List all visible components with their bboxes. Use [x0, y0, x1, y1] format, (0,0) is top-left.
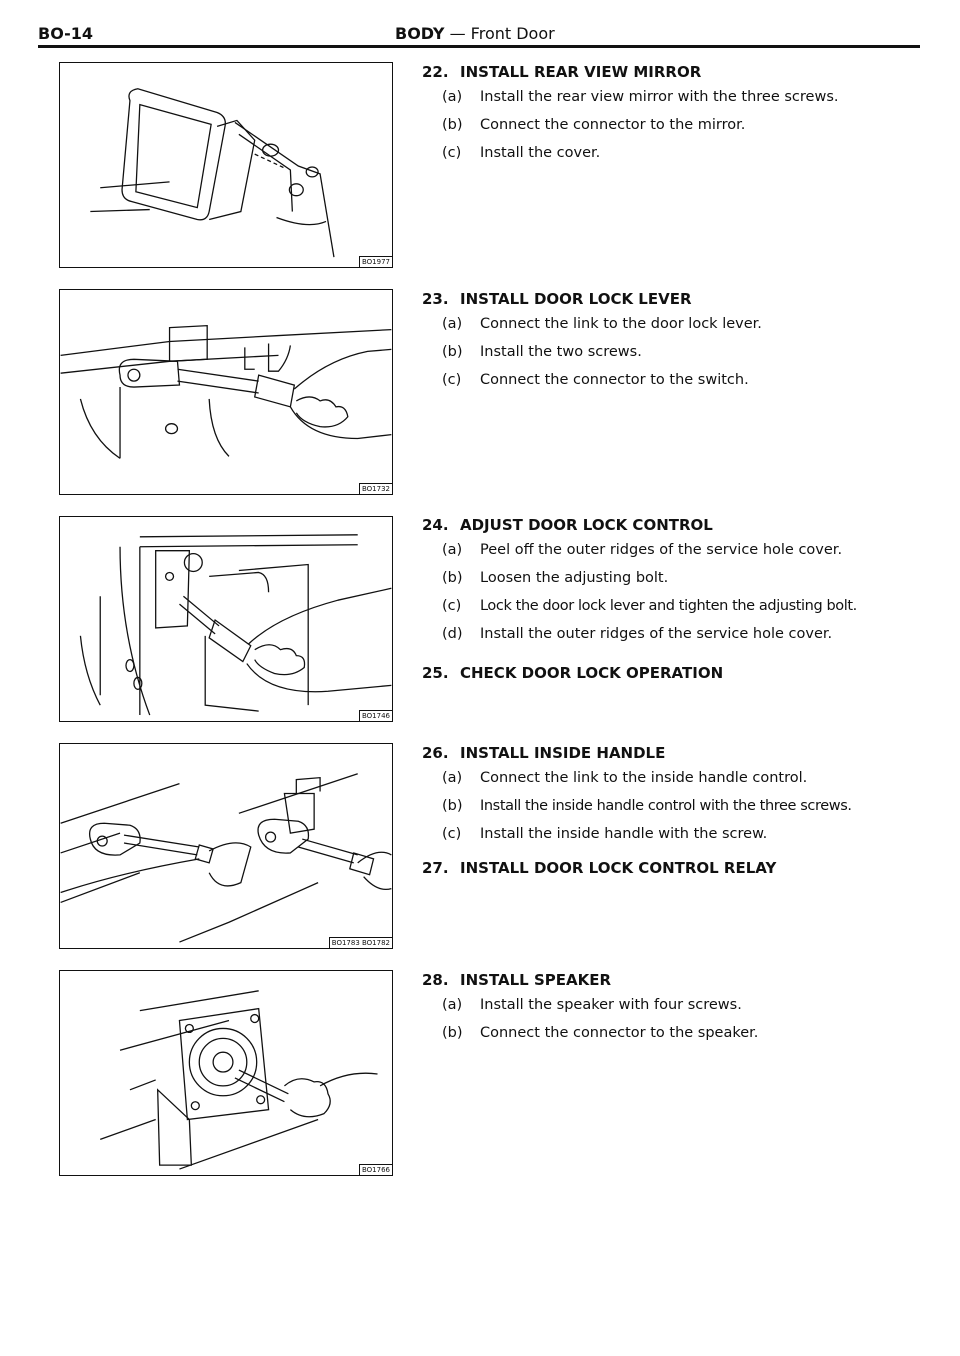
figure-inside-handle — [59, 743, 393, 949]
section-subtitle: — Front Door — [444, 24, 555, 43]
figure-door-lock-control — [59, 516, 393, 722]
step-25 — [422, 662, 922, 684]
speaker-illustration — [60, 971, 392, 1175]
step-number: 23. — [422, 290, 449, 308]
figure-code: BO1746 — [359, 710, 392, 721]
step-title: INSTALL INSIDE HANDLE — [460, 744, 666, 762]
sub-step: (b) Install the two screws. — [442, 344, 642, 360]
header-rule — [38, 45, 920, 48]
step-title: INSTALL REAR VIEW MIRROR — [460, 63, 702, 81]
page-header — [38, 24, 920, 46]
sub-step: (a) Connect the link to the inside handle control. — [442, 770, 808, 786]
sub-step: (d) Install the outer ridges of the service hole cover. — [442, 626, 833, 642]
page-code: BO-14 — [38, 24, 93, 43]
figure-speaker — [59, 970, 393, 1176]
figure-rear-view-mirror — [59, 62, 393, 268]
sub-step: (a) Install the speaker with four screws. — [442, 997, 742, 1013]
door-lock-control-illustration — [60, 517, 392, 721]
figure-code: BO1783 BO1782 — [329, 937, 392, 948]
step-27 — [422, 857, 922, 879]
sub-step: (a) Peel off the outer ridges of the service hole cover. — [442, 542, 843, 558]
step-number: 22. — [422, 63, 449, 81]
step-24 — [422, 514, 922, 648]
sub-step: (c) Lock the door lock lever and tighten the adjusting bolt. — [442, 598, 857, 614]
step-22 — [422, 61, 922, 167]
step-number: 28. — [422, 971, 449, 989]
figure-code: BO1732 — [359, 483, 392, 494]
step-title: INSTALL DOOR LOCK CONTROL RELAY — [460, 859, 777, 877]
figure-code: BO1977 — [359, 256, 392, 267]
step-26 — [422, 742, 922, 848]
figure-door-lock-lever — [59, 289, 393, 495]
door-lock-lever-illustration — [60, 290, 392, 494]
step-number: 27. — [422, 859, 449, 877]
sub-step: (b) Loosen the adjusting bolt. — [442, 570, 669, 586]
inside-handle-illustration — [60, 744, 392, 948]
step-title: ADJUST DOOR LOCK CONTROL — [460, 516, 713, 534]
step-23 — [422, 288, 922, 394]
sub-step: (b) Install the inside handle control with the three screws. — [442, 798, 852, 814]
step-title: INSTALL SPEAKER — [460, 971, 612, 989]
step-number: 26. — [422, 744, 449, 762]
sub-step: (c) Connect the connector to the switch. — [442, 372, 749, 388]
sub-step: (a) Connect the link to the door lock lever. — [442, 316, 762, 332]
step-28 — [422, 969, 922, 1047]
sub-step: (b) Connect the connector to the mirror. — [442, 117, 746, 133]
sub-step: (a) Install the rear view mirror with the three screws. — [442, 89, 839, 105]
step-title: CHECK DOOR LOCK OPERATION — [460, 664, 724, 682]
sub-step: (b) Connect the connector to the speaker. — [442, 1025, 759, 1041]
sub-step: (c) Install the inside handle with the screw. — [442, 826, 768, 842]
section-name: BODY — [395, 24, 445, 43]
step-number: 25. — [422, 664, 449, 682]
page-title — [395, 24, 555, 43]
figure-code: BO1766 — [359, 1164, 392, 1175]
rear-view-mirror-illustration — [60, 63, 392, 267]
sub-step: (c) Install the cover. — [442, 145, 601, 161]
step-title: INSTALL DOOR LOCK LEVER — [460, 290, 692, 308]
step-number: 24. — [422, 516, 449, 534]
